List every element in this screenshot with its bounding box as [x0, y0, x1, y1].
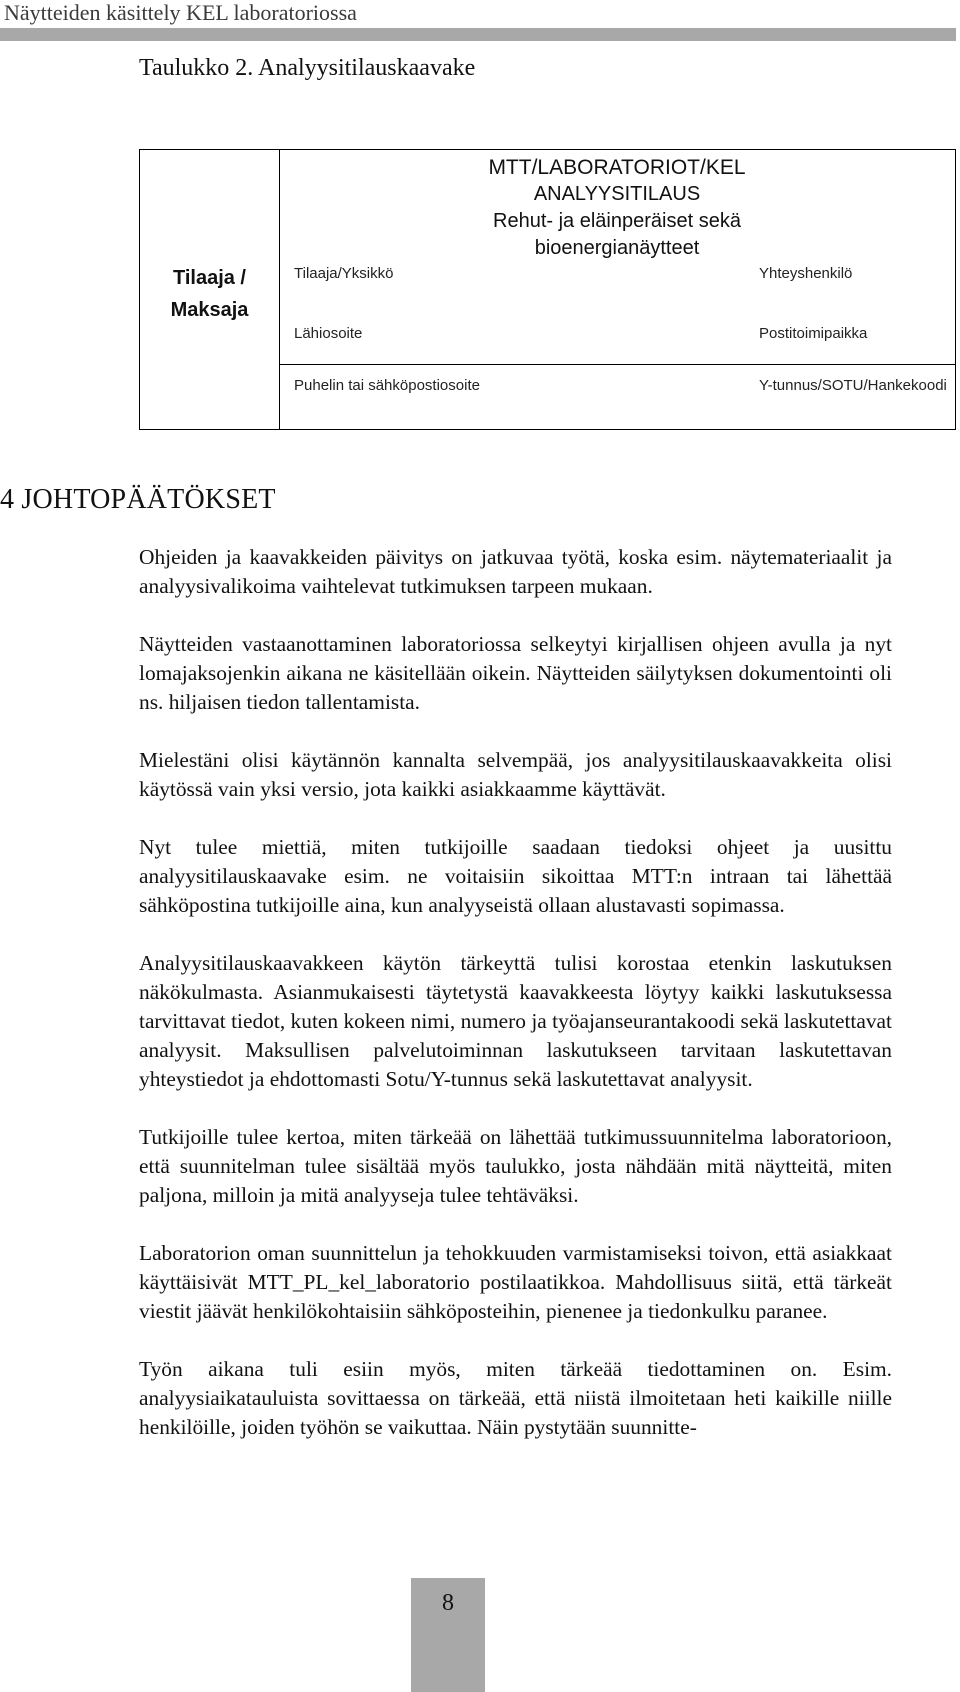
- form-row-divider: [279, 364, 955, 365]
- orderer-payer-label: [140, 262, 279, 326]
- field-postitoimipaikka[interactable]: Postitoimipaikka: [759, 325, 868, 342]
- field-ytunnus[interactable]: Y-tunnus/SOTU/Hankekoodi: [759, 377, 947, 394]
- orderer-label-line-1: Tilaaja /: [172, 267, 246, 289]
- field-puhelin-sahkoposti[interactable]: Puhelin tai sähköpostiosoite: [294, 377, 480, 394]
- paragraph: Nyt tulee miettiä, miten tutkijoille saadaan tiedoksi ohjeet ja uusittu analyysitilauskaavake esim. ne voitaisiin sikoittaa MTT:n intraan tai lähettää sähköpostina tutkijoille aina, kun analyyseistä ollaan alustavasti sopimassa.: [139, 835, 892, 917]
- running-header: [0, 0, 960, 44]
- header-rule: [0, 28, 956, 41]
- orderer-label-line-2: Maksaja: [170, 299, 249, 321]
- field-tilaaja-yksikko[interactable]: Tilaaja/Yksikkö: [294, 265, 394, 282]
- paragraph: Analyysitilauskaavakkeen käytön tärkeyttä tulisi korostaa etenkin laskutuksen näkökulmasta. Asianmukaisesti täytetystä kaavakkeesta löytyy kaikki laskutuksessa tarvittavat tiedot, kuten kokeen nimi, numero ja työajanseurantakoodi sekä laskutettavat analyysit. Maksullisen palvelutoiminnan laskutukseen tarvitaan laskutettavan yhteystiedot ja ehdottomasti Sotu/Y-tunnus sekä laskutettavat analyysit.: [139, 951, 892, 1091]
- analysis-order-form: [139, 149, 956, 430]
- section-heading: 4 JOHTOPÄÄTÖKSET: [0, 484, 276, 515]
- page-number-box: [411, 1578, 485, 1692]
- paragraph: Ohjeiden ja kaavakkeiden päivitys on jatkuvaa työtä, koska esim. näytemateriaalit ja analyysivalikoima vaihtelevat tutkimuksen tarpeen mukaan.: [139, 545, 892, 598]
- page-number: 8: [442, 1590, 454, 1616]
- body-text: [139, 543, 892, 1471]
- running-header-title: Näytteiden käsittely KEL laboratoriossa: [4, 0, 357, 25]
- table-caption: Taulukko 2. Analyysitilauskaavake: [139, 55, 476, 81]
- form-title-line-1: MTT/LABORATORIOT/KEL: [488, 156, 746, 179]
- form-title-line-3: Rehut- ja eläinperäiset sekä: [493, 210, 741, 232]
- paragraph: Laboratorion oman suunnittelun ja tehokkuuden varmistamiseksi toivon, että asiakkaat käyttäisivät MTT_PL_kel_laboratorio postilaatikkoa. Mahdollisuus siitä, että tärkeät viestit jäävät henkilökohtaisiin sähköposteihin, pienenee ja tiedonkulku paranee.: [139, 1241, 892, 1323]
- form-title-line-2: ANALYYSITILAUS: [533, 183, 701, 205]
- paragraph: Tutkijoille tulee kertoa, miten tärkeää on lähettää tutkimussuunnitelma laboratorioon, että suunnitelman tulee sisältää myös taulukko, josta nähdään mitä näytteitä, miten paljona, milloin ja mitä analyyseja tulee tehtäväksi.: [139, 1125, 892, 1207]
- field-lahiosoite[interactable]: Lähiosoite: [294, 325, 363, 342]
- paragraph: Näytteiden vastaanottaminen laboratoriossa selkeytyi kirjallisen ohjeen avulla ja nyt lomajaksojenkin aikana ne käsitellään oikein. Näytteiden säilytyksen dokumentointi oli ns. hiljaisen tiedon tallentamista.: [139, 632, 892, 714]
- field-yhteyshenkilo[interactable]: Yhteyshenkilö: [759, 265, 853, 282]
- paragraph: Työn aikana tuli esiin myös, miten tärkeää tiedottaminen on. Esim. analyysiaikatauluista sovittaessa on tärkeää, että niistä ilmoitetaan heti kaikille niille henkilöille, joiden työhön se vaikuttaa. Näin pystytään suunnitte-: [139, 1357, 892, 1439]
- form-title: [279, 150, 955, 264]
- form-title-line-4: bioenergianäytteet: [534, 237, 700, 259]
- paragraph: Mielestäni olisi käytännön kannalta selvempää, jos analyysitilauskaavakkeita olisi käytössä vain yksi versio, jota kaikki asiakkaamme käyttävät.: [139, 748, 892, 801]
